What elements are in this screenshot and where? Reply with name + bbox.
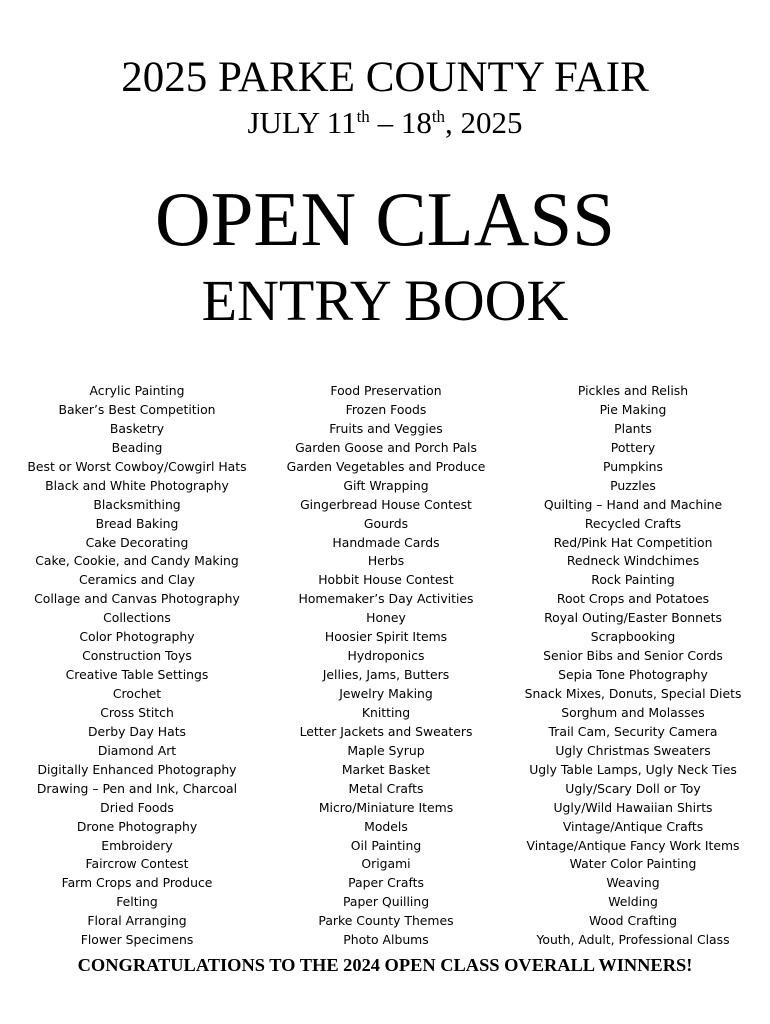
category-item: Felting bbox=[116, 894, 158, 910]
category-item: Crochet bbox=[112, 686, 162, 701]
entry-book-heading: ENTRY BOOK bbox=[201, 268, 569, 333]
category-item: Trail Cam, Security Camera bbox=[548, 723, 718, 739]
category-item: Metal Crafts bbox=[348, 780, 424, 796]
category-item: Oil Painting bbox=[350, 837, 422, 853]
category-item: Rock Painting bbox=[591, 572, 675, 588]
category-item: Floral Arranging bbox=[87, 913, 187, 929]
category-item: Quilting – Hand and Machine bbox=[543, 496, 723, 512]
category-item: Welding bbox=[608, 894, 658, 910]
category-item: Origami bbox=[361, 856, 411, 872]
category-column-1 bbox=[17, 382, 257, 950]
category-item: Baker’s Best Competition bbox=[58, 401, 216, 417]
category-item: Vintage/Antique Crafts bbox=[562, 818, 704, 834]
category-item: Ceramics and Clay bbox=[79, 572, 195, 588]
category-item: Collage and Canvas Photography bbox=[34, 591, 240, 607]
category-item: Cake, Cookie, and Candy Making bbox=[35, 553, 239, 569]
category-item: Color Photography bbox=[79, 629, 195, 645]
category-item: Best or Worst Cowboy/Cowgirl Hats bbox=[27, 458, 247, 474]
category-item: Pie Making bbox=[599, 401, 667, 417]
category-item: Sepia Tone Photography bbox=[558, 667, 708, 683]
category-item: Cake Decorating bbox=[85, 534, 189, 550]
category-item: Drawing – Pen and Ink, Charcoal bbox=[36, 780, 238, 796]
fair-dates bbox=[0, 105, 770, 141]
category-item: Senior Bibs and Senior Cords bbox=[543, 648, 723, 664]
category-item: Ugly/Wild Hawaiian Shirts bbox=[553, 799, 713, 815]
fair-title: 2025 PARKE COUNTY FAIR bbox=[121, 54, 649, 101]
dates-start-suffix: th bbox=[356, 107, 370, 126]
category-item: Food Preservation bbox=[330, 383, 442, 398]
category-item: Royal Outing/Easter Bonnets bbox=[544, 610, 722, 626]
dates-month: JULY 11 bbox=[247, 105, 357, 140]
category-item: Ugly/Scary Doll or Toy bbox=[565, 780, 701, 796]
category-item: Pumpkins bbox=[603, 458, 663, 474]
category-item: Market Basket bbox=[341, 761, 431, 777]
category-item: Models bbox=[364, 818, 408, 834]
category-item: Root Crops and Potatoes bbox=[556, 591, 710, 607]
category-item: Parke County Themes bbox=[318, 913, 454, 929]
category-item: Ugly Christmas Sweaters bbox=[555, 742, 711, 758]
category-item: Fruits and Veggies bbox=[329, 420, 443, 436]
category-item: Creative Table Settings bbox=[65, 667, 209, 683]
category-item: Beading bbox=[111, 439, 163, 455]
category-column-2 bbox=[266, 382, 506, 950]
category-item: Jellies, Jams, Butters bbox=[322, 667, 450, 683]
category-item: Knitting bbox=[361, 704, 411, 720]
category-item: Homemaker’s Day Activities bbox=[298, 591, 474, 607]
category-item: Hobbit House Contest bbox=[318, 572, 454, 588]
dates-end-day: – 18 bbox=[369, 105, 432, 140]
category-item: Dried Foods bbox=[100, 799, 174, 815]
category-item: Micro/Miniature Items bbox=[318, 799, 454, 815]
category-item: Recycled Crafts bbox=[584, 515, 682, 531]
open-class-heading: OPEN CLASS bbox=[155, 176, 615, 262]
category-item: Frozen Foods bbox=[345, 401, 427, 417]
category-item: Jewelry Making bbox=[339, 686, 433, 701]
category-item: Construction Toys bbox=[82, 648, 192, 664]
category-item: Maple Syrup bbox=[347, 742, 425, 758]
category-item: Paper Quilling bbox=[342, 894, 430, 910]
category-item: Sorghum and Molasses bbox=[561, 704, 705, 720]
category-item: Cross Stitch bbox=[100, 704, 174, 720]
category-item: Diamond Art bbox=[97, 742, 177, 758]
category-item: Herbs bbox=[367, 553, 405, 569]
category-item: Photo Albums bbox=[343, 932, 429, 948]
category-column-3 bbox=[513, 382, 753, 950]
category-item: Handmade Cards bbox=[332, 534, 440, 550]
category-item: Farm Crops and Produce bbox=[61, 875, 213, 891]
category-item: Water Color Painting bbox=[569, 856, 697, 872]
category-item: Drone Photography bbox=[76, 818, 198, 834]
category-item: Scrapbooking bbox=[590, 629, 676, 645]
category-item: Letter Jackets and Sweaters bbox=[299, 723, 473, 739]
category-item: Plants bbox=[614, 420, 652, 436]
dates-end-suffix: th bbox=[431, 107, 446, 126]
category-item: Redneck Windchimes bbox=[566, 553, 700, 569]
category-item: Derby Day Hats bbox=[87, 723, 187, 739]
category-item: Faircrow Contest bbox=[85, 856, 189, 872]
category-item: Weaving bbox=[606, 875, 660, 891]
category-item: Youth, Adult, Professional Class bbox=[536, 932, 730, 948]
category-item: Hoosier Spirit Items bbox=[324, 629, 448, 645]
category-item: Flower Specimens bbox=[80, 932, 194, 948]
category-item: Gourds bbox=[363, 515, 409, 531]
category-item: Puzzles bbox=[610, 477, 656, 493]
category-item: Ugly Table Lamps, Ugly Neck Ties bbox=[529, 761, 737, 777]
category-item: Pottery bbox=[610, 439, 656, 455]
category-item: Embroidery bbox=[101, 837, 173, 853]
category-item: Hydroponics bbox=[347, 648, 425, 664]
category-item: Bread Baking bbox=[95, 515, 179, 531]
dates-year: , 2025 bbox=[445, 105, 523, 140]
category-item: Gift Wrapping bbox=[343, 477, 429, 493]
category-item: Black and White Photography bbox=[45, 477, 229, 493]
category-item: Garden Vegetables and Produce bbox=[286, 458, 486, 474]
category-item: Vintage/Antique Fancy Work Items bbox=[526, 837, 740, 853]
category-item: Pickles and Relish bbox=[577, 383, 689, 398]
category-item: Paper Crafts bbox=[348, 875, 424, 891]
category-item: Digitally Enhanced Photography bbox=[37, 761, 237, 777]
category-item: Snack Mixes, Donuts, Special Diets bbox=[524, 686, 742, 701]
category-item: Wood Crafting bbox=[589, 913, 677, 929]
congratulations-banner: CONGRATULATIONS TO THE 2024 OPEN CLASS OVERALL WINNERS! bbox=[77, 955, 693, 975]
category-item: Honey bbox=[366, 610, 406, 626]
category-item: Basketry bbox=[109, 420, 165, 436]
category-item: Acrylic Painting bbox=[89, 383, 185, 398]
category-item: Gingerbread House Contest bbox=[300, 496, 472, 512]
category-item: Collections bbox=[103, 610, 171, 626]
category-item: Garden Goose and Porch Pals bbox=[295, 439, 477, 455]
category-item: Red/Pink Hat Competition bbox=[553, 534, 713, 550]
category-item: Blacksmithing bbox=[93, 496, 181, 512]
